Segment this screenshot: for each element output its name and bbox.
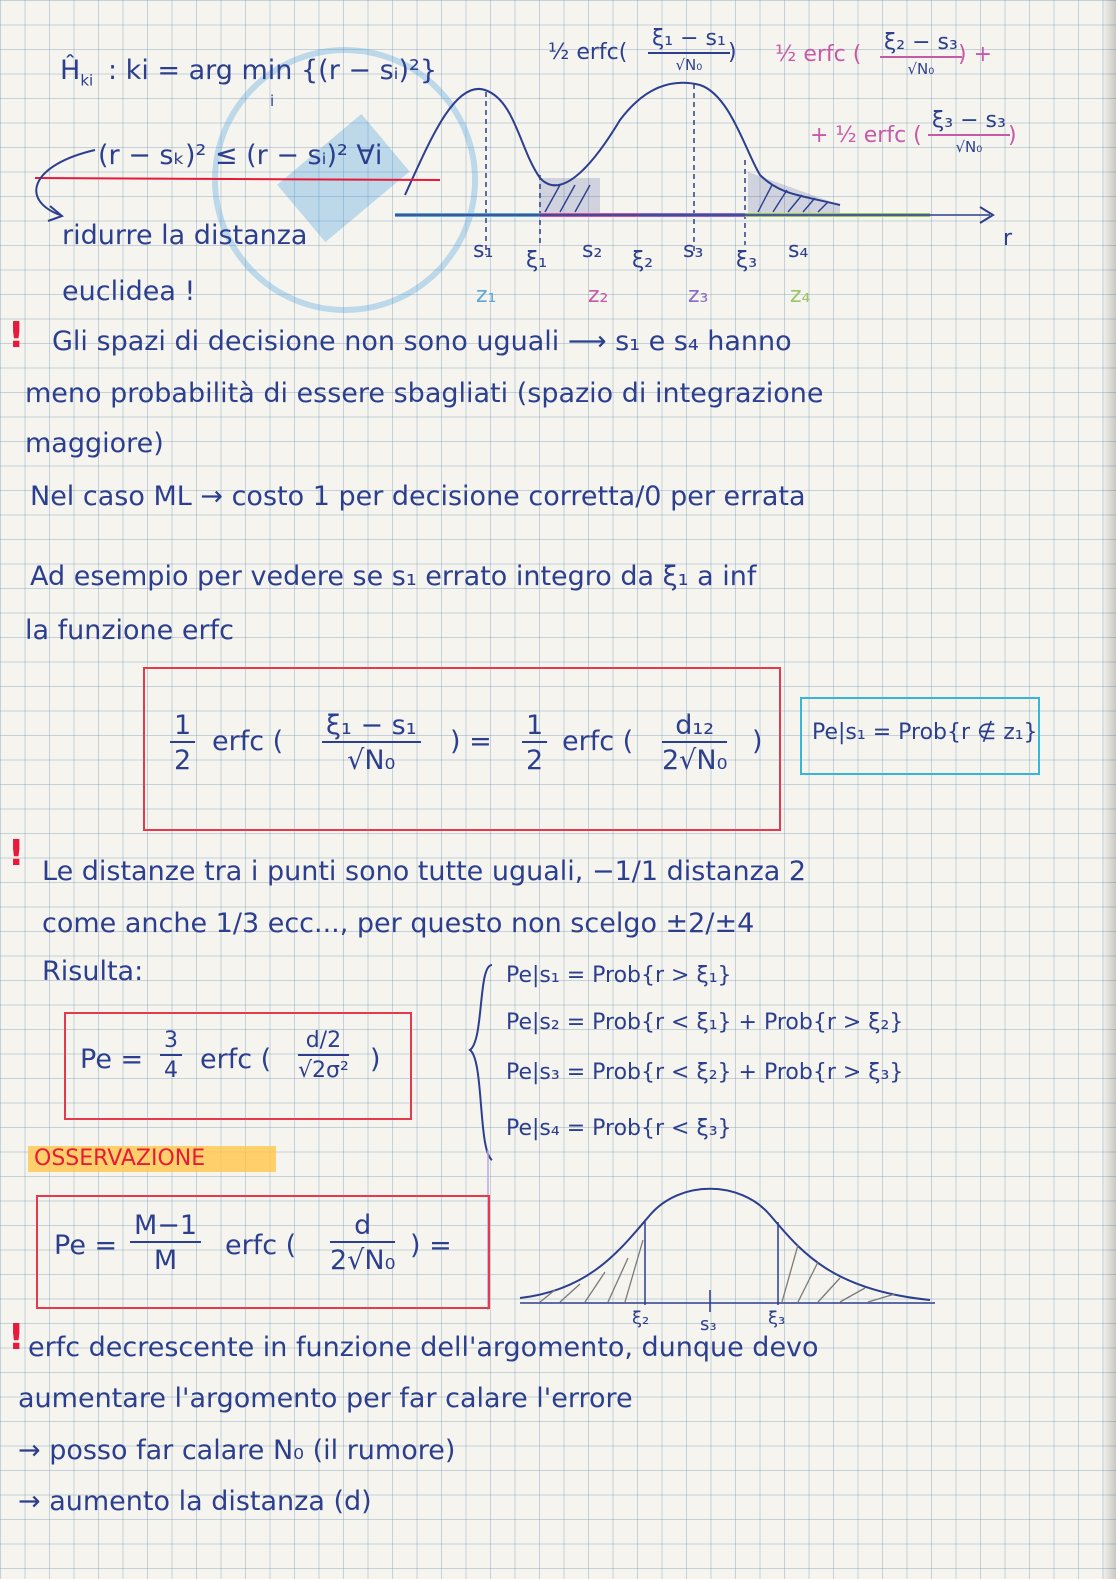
para4-line3: Risulta: [42, 956, 144, 987]
region-z3-label: z₃ [688, 283, 709, 308]
region-z2-label: z₂ [588, 283, 609, 308]
formula3-close: ) = [410, 1230, 452, 1261]
tail-hatch-right [748, 172, 840, 215]
formula1-half: $\frac{1}{2}$ [170, 712, 195, 774]
tick-s4: s₄ [788, 238, 809, 263]
system-brace [470, 965, 492, 1160]
region-z1-label: z₁ [476, 283, 497, 308]
warning-mark-2: ! [8, 833, 25, 874]
tick-s1: s₁ [473, 238, 494, 263]
region-z4-label: z₄ [790, 283, 811, 308]
formula1-close: ) [752, 726, 763, 757]
para3-line2: la funzione erfc [25, 615, 234, 646]
formula2-fraction: $\frac{d/2}{\text{√2σ²}}$ [298, 1028, 349, 1083]
para5-line2: aumentare l'argomento per far calare l'errore [18, 1383, 633, 1414]
erfc-term-2-close: ) + [958, 42, 993, 67]
bottom-tick-s3: s₃ [700, 1314, 717, 1335]
para1-line1: Gli spazi di decisione non sono uguali ⟶ s₁ e s₄ hanno [52, 326, 792, 357]
para4-line1: Le distanze tra i punti sono tutte uguali, −1/1 distanza 2 [42, 856, 807, 887]
formula3-lhs: Pe = [54, 1230, 118, 1261]
formula3-erfc: erfc ( [225, 1230, 297, 1261]
formula2-coefficient: $\frac{3}{4}$ [160, 1030, 182, 1082]
para5-line1: erfc decrescente in funzione dell'argomento, dunque devo [28, 1332, 819, 1363]
note-line-2: euclidea ! [62, 276, 196, 307]
para1-line2: meno probabilità di essere sbagliati (spazio di integrazione [25, 378, 824, 409]
para1-line3: maggiore) [25, 428, 164, 459]
r-axis-label: r [1003, 226, 1013, 251]
formula1-fraction-a: $\frac{\text{ξ₁ − s₁}}{\text{√N₀}}$ [322, 712, 421, 774]
para5-line4: → aumento la distanza (d) [18, 1486, 372, 1517]
formula1-erfc: erfc ( [212, 726, 284, 757]
curved-arrow [36, 150, 95, 215]
system-line-3: Pe|s₃ = Prob{r < ξ₂} + Prob{r > ξ₃} [506, 1060, 904, 1085]
para5-line3: → posso far calare N₀ (il rumore) [18, 1435, 456, 1466]
formula3-coefficient: $\frac{M-1}{M}$ [130, 1212, 201, 1274]
system-line-1: Pe|s₁ = Prob{r > ξ₁} [506, 963, 732, 988]
formula1-eq: ) = [450, 726, 492, 757]
erfc-term-2-fraction: ξ₂ − s₃ √N₀ [880, 32, 962, 77]
para3-line1: Ad esempio per vedere se s₁ errato integro da ξ₁ a inf [30, 561, 757, 592]
tick-xi2: ξ₂ [632, 248, 654, 273]
pe-definition: Pe|s₁ = Prob{r ∉ z₁} [812, 720, 1038, 745]
tick-xi1: ξ₁ [526, 248, 548, 273]
erfc-term-3-fraction: ξ₃ − s₃ √N₀ [928, 110, 1010, 155]
erfc-term-1-close: ) [728, 40, 737, 65]
tick-s2: s₂ [582, 238, 603, 263]
erfc-term-2-prefix: ½ erfc ( [775, 42, 862, 67]
note-line-1: ridurre la distanza [62, 220, 308, 251]
erfc-term-3-close: ) [1008, 123, 1017, 148]
formula2-close: ) [370, 1044, 381, 1075]
formula2-erfc: erfc ( [200, 1044, 272, 1075]
erfc-term-3-prefix: + ½ erfc ( [810, 123, 922, 148]
bottom-tick-xi2: ξ₂ [632, 1308, 650, 1329]
bottom-tick-xi3: ξ₃ [768, 1308, 786, 1329]
system-line-2: Pe|s₂ = Prob{r < ξ₁} + Prob{r > ξ₂} [506, 1010, 904, 1035]
formula2-lhs: Pe = [80, 1044, 144, 1075]
erfc-term-1-fraction: ξ₁ − s₁ √N₀ [648, 28, 730, 73]
hypothesis-symbol: $Ĥ_{ki}$ [60, 55, 94, 90]
para2-line1: Nel caso ML → costo 1 per decisione corretta/0 per errata [30, 481, 806, 512]
formula1-erfc2: erfc ( [562, 726, 634, 757]
formula1-fraction-b: $\frac{\text{d₁₂}}{\text{2√N₀}}$ [662, 710, 728, 776]
argmin-expression: : ki = arg min {(r − sᵢ)²} [108, 55, 438, 86]
inequality-underline [35, 178, 440, 180]
formula1-half2: $\frac{1}{2}$ [522, 712, 547, 774]
tick-xi3: ξ₃ [736, 248, 758, 273]
system-line-4: Pe|s₄ = Prob{r < ξ₃} [506, 1116, 732, 1141]
warning-mark-1: ! [8, 315, 25, 356]
argmin-subscript: i [270, 92, 275, 110]
formula3-fraction: $\frac{d}{\text{2√N₀}}$ [330, 1210, 396, 1276]
tick-s3: s₃ [683, 238, 704, 263]
warning-mark-3: ! [8, 1317, 25, 1358]
para4-line2: come anche 1/3 ecc..., per questo non scelgo ±2/±4 [42, 908, 755, 939]
erfc-term-1-prefix: ½ erfc( [548, 40, 628, 65]
tail-hatch-left [540, 178, 600, 215]
bottom-density-curve [520, 1189, 930, 1300]
observation-heading: OSSERVAZIONE [34, 1146, 206, 1171]
inequality: (r − sₖ)² ≤ (r − sᵢ)² ∀i [98, 140, 383, 171]
